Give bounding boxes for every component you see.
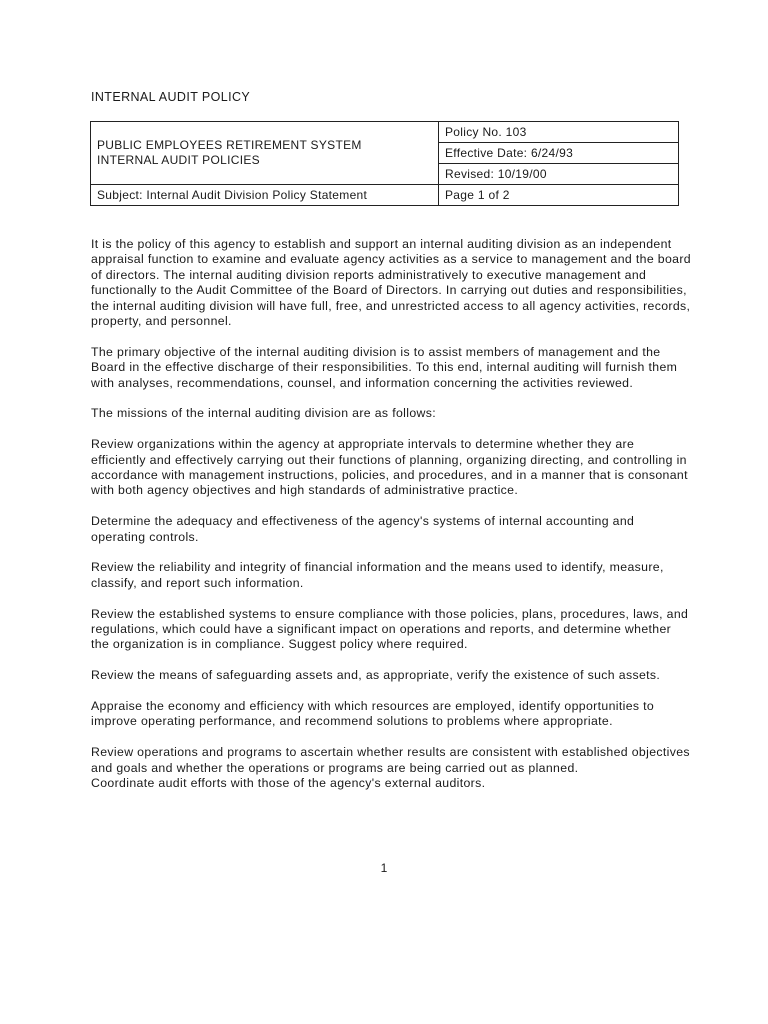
policy-body xyxy=(91,237,691,791)
paragraph-mission-review-organizations: Review organizations within the agency at appropriate intervals to determine whether they are efficiently and effectively carrying out their functions of planning, organizing directing, and controlling in accordance with management instructions, policies, and procedures, and in a manner that is consonant with both agency objectives and high standards of administrative practice. xyxy=(91,437,688,498)
policy-collection-name: INTERNAL AUDIT POLICIES xyxy=(97,153,260,167)
paragraph-mission-economy-efficiency: Appraise the economy and efficiency with which resources are employed, identify opportunities to improve operating performance, and recommend solutions to problems where appropriate. xyxy=(91,699,655,729)
paragraph-primary-objective: The primary objective of the internal auditing division is to assist members of management and the Board in the effective discharge of their responsibilities. To this end, internal auditing will furnish them with analyses, recommendations, counsel, and information concerning the activities reviewed. xyxy=(91,344,678,390)
organization-cell xyxy=(91,122,439,185)
document-title: INTERNAL AUDIT POLICY xyxy=(91,90,251,104)
paragraph-mission-operations-programs: Review operations and programs to ascertain whether results are consistent with established objectives and goals and whether the operations or programs are being carried out as planned. xyxy=(91,745,690,775)
page-number: 1 xyxy=(380,861,388,875)
paragraph-mission-compliance: Review the established systems to ensure compliance with those policies, plans, procedures, laws, and regulations, which could have a significant impact on operations and reports, and determine whether the organization is in compliance. Suggest policy where required. xyxy=(91,606,689,652)
paragraph-missions-intro: The missions of the internal auditing division are as follows: xyxy=(91,406,436,421)
paragraph-mission-safeguarding-assets: Review the means of safeguarding assets and, as appropriate, verify the existence of such assets. xyxy=(91,668,661,683)
revised-date: Revised: 10/19/00 xyxy=(439,164,679,185)
organization-name: PUBLIC EMPLOYEES RETIREMENT SYSTEM xyxy=(97,138,362,152)
policy-number: Policy No. 103 xyxy=(439,122,679,143)
paragraph-mission-internal-controls: Determine the adequacy and effectiveness of the agency's systems of internal accounting and operating controls. xyxy=(91,514,635,544)
paragraph-mission-financial-information: Review the reliability and integrity of financial information and the means used to identify, measure, classify, and report such information. xyxy=(91,560,664,590)
page-of: Page 1 of 2 xyxy=(439,185,679,206)
paragraph-mission-coordinate-audits: Coordinate audit efforts with those of the agency's external auditors. xyxy=(91,776,486,791)
policy-header-table xyxy=(90,121,679,206)
subject: Subject: Internal Audit Division Policy Statement xyxy=(91,185,439,206)
effective-date: Effective Date: 6/24/93 xyxy=(439,143,679,164)
paragraph-policy-statement: It is the policy of this agency to establish and support an internal auditing division as an independent appraisal function to examine and evaluate agency activities as a service to management and the board of directors. The internal auditing division reports administratively to executive management and functionally to the Audit Committee of the Board of Directors. In carrying out duties and responsibilities, the internal auditing division will have full, free, and unrestricted access to all agency activities, records, property, and personnel. xyxy=(91,237,691,329)
